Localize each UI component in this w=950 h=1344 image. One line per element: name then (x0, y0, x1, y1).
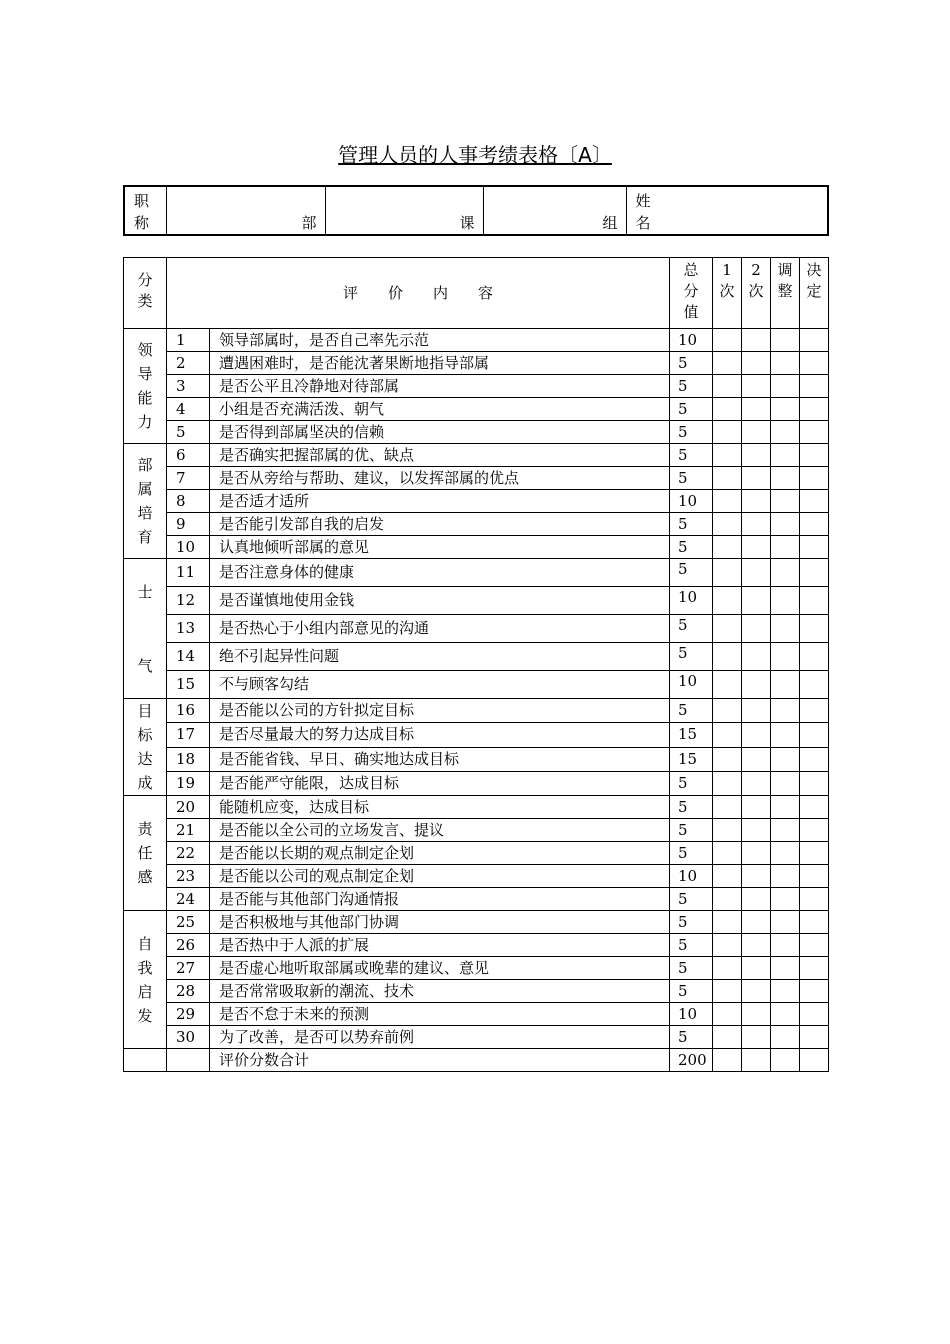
table-header-row (124, 258, 829, 329)
category-cell (124, 911, 167, 1049)
first-round-score-cell[interactable] (713, 587, 742, 615)
item-text: 是否确实把握部属的优、缺点 (210, 444, 670, 467)
item-text: 小组是否充满活泼、朝气 (210, 398, 670, 421)
item-total-score: 5 (670, 398, 713, 421)
table-row (124, 467, 829, 490)
second-round-score-cell[interactable] (742, 1003, 771, 1026)
table-row (124, 329, 829, 352)
table-row (124, 888, 829, 911)
table-row (124, 643, 829, 671)
employee-info-table (123, 185, 829, 236)
item-text: 认真地倾听部属的意见 (210, 536, 670, 559)
department-label: 部 (301, 214, 317, 232)
second-round-score-cell[interactable] (742, 352, 771, 375)
table-row (124, 587, 829, 615)
adjust-score-cell[interactable] (771, 467, 800, 490)
table-row (124, 747, 829, 771)
table-row (124, 934, 829, 957)
item-total-score: 5 (670, 796, 713, 819)
table-row (124, 771, 829, 795)
adjust-score-cell[interactable] (771, 888, 800, 911)
item-text: 是否虚心地听取部属或晚辈的建议、意见 (210, 957, 670, 980)
second-round-score-cell[interactable] (742, 1026, 771, 1049)
item-number: 10 (167, 536, 210, 559)
decide-score-cell[interactable] (800, 587, 829, 615)
item-number: 15 (167, 671, 210, 699)
decide-total-cell[interactable] (800, 1049, 829, 1072)
item-total-score: 5 (670, 375, 713, 398)
item-number: 12 (167, 587, 210, 615)
item-total-score: 10 (670, 490, 713, 513)
item-total-score: 5 (670, 888, 713, 911)
first-round-score-cell[interactable] (713, 819, 742, 842)
second-round-score-cell[interactable] (742, 980, 771, 1003)
first-round-score-cell[interactable] (713, 842, 742, 865)
category-label: 领 导 能 力 (137, 341, 153, 431)
decide-score-cell[interactable] (800, 444, 829, 467)
table-row (124, 957, 829, 980)
item-number: 26 (167, 934, 210, 957)
item-number: 21 (167, 819, 210, 842)
section-field[interactable] (325, 186, 483, 235)
first-round-total-cell[interactable] (713, 1049, 742, 1072)
table-row (124, 421, 829, 444)
decide-score-cell[interactable] (800, 842, 829, 865)
category-label: 责 任 感 (137, 820, 153, 886)
adjust-score-cell[interactable] (771, 699, 800, 723)
item-total-score: 10 (670, 587, 713, 615)
item-number: 23 (167, 865, 210, 888)
item-text: 是否常常吸取新的潮流、技术 (210, 980, 670, 1003)
category-cell (124, 796, 167, 911)
table-row (124, 444, 829, 467)
item-number: 4 (167, 398, 210, 421)
item-total-score: 10 (670, 671, 713, 699)
decide-score-cell[interactable] (800, 1026, 829, 1049)
evaluation-table (123, 257, 829, 1072)
item-total-score: 5 (670, 911, 713, 934)
item-total-score: 5 (670, 980, 713, 1003)
item-total-score: 5 (670, 643, 713, 671)
first-round-score-cell[interactable] (713, 980, 742, 1003)
item-number: 5 (167, 421, 210, 444)
item-number: 8 (167, 490, 210, 513)
decide-score-cell[interactable] (800, 352, 829, 375)
second-round-score-cell[interactable] (742, 398, 771, 421)
item-text: 是否能引发部自我的启发 (210, 513, 670, 536)
item-text: 是否能与其他部门沟通情报 (210, 888, 670, 911)
adjust-total-cell[interactable] (771, 1049, 800, 1072)
group-field[interactable] (483, 186, 626, 235)
item-number: 24 (167, 888, 210, 911)
item-text: 是否得到部属坚决的信赖 (210, 421, 670, 444)
item-text: 是否能以公司的方针拟定目标 (210, 699, 670, 723)
item-total-score: 10 (670, 865, 713, 888)
first-round-header: 1 次 (713, 258, 742, 329)
item-number: 9 (167, 513, 210, 536)
decide-score-cell[interactable] (800, 865, 829, 888)
item-text: 是否能以长期的观点制定企划 (210, 842, 670, 865)
item-total-score: 5 (670, 559, 713, 587)
item-text: 是否不怠于未来的预测 (210, 1003, 670, 1026)
first-round-score-cell[interactable] (713, 888, 742, 911)
category-cell (124, 444, 167, 559)
item-number: 17 (167, 723, 210, 747)
adjust-score-cell[interactable] (771, 643, 800, 671)
adjust-header: 调 整 (771, 258, 800, 329)
first-round-score-cell[interactable] (713, 911, 742, 934)
item-number: 28 (167, 980, 210, 1003)
item-total-score: 15 (670, 723, 713, 747)
table-row (124, 398, 829, 421)
item-text: 为了改善，是否可以势弃前例 (210, 1026, 670, 1049)
first-round-score-cell[interactable] (713, 643, 742, 671)
adjust-score-cell[interactable] (771, 747, 800, 771)
second-round-score-cell[interactable] (742, 934, 771, 957)
first-round-score-cell[interactable] (713, 444, 742, 467)
item-number: 25 (167, 911, 210, 934)
item-total-score: 5 (670, 615, 713, 643)
item-total-score: 10 (670, 329, 713, 352)
decide-score-cell[interactable] (800, 980, 829, 1003)
table-row (124, 723, 829, 747)
item-number: 19 (167, 771, 210, 795)
item-text: 是否能严守能限，达成目标 (210, 771, 670, 795)
decide-score-cell[interactable] (800, 888, 829, 911)
first-round-score-cell[interactable] (713, 398, 742, 421)
second-round-score-cell[interactable] (742, 587, 771, 615)
first-round-score-cell[interactable] (713, 1026, 742, 1049)
item-number: 18 (167, 747, 210, 771)
first-round-score-cell[interactable] (713, 490, 742, 513)
adjust-score-cell[interactable] (771, 911, 800, 934)
item-number: 1 (167, 329, 210, 352)
item-text: 不与顾客勾结 (210, 671, 670, 699)
first-round-score-cell[interactable] (713, 467, 742, 490)
table-row (124, 865, 829, 888)
item-total-score: 5 (670, 957, 713, 980)
item-number: 29 (167, 1003, 210, 1026)
item-total-score: 15 (670, 747, 713, 771)
table-row (124, 1026, 829, 1049)
adjust-score-cell[interactable] (771, 587, 800, 615)
second-round-score-cell[interactable] (742, 615, 771, 643)
first-round-score-cell[interactable] (713, 747, 742, 771)
category-label: 士 气 (137, 582, 153, 675)
first-round-score-cell[interactable] (713, 513, 742, 536)
decide-score-cell[interactable] (800, 615, 829, 643)
second-round-score-cell[interactable] (742, 747, 771, 771)
content-header: 评 价 内 容 (167, 258, 670, 329)
decide-score-cell[interactable] (800, 1003, 829, 1026)
second-round-score-cell[interactable] (742, 699, 771, 723)
item-total-score: 5 (670, 421, 713, 444)
item-total-score: 5 (670, 513, 713, 536)
decide-score-cell[interactable] (800, 398, 829, 421)
adjust-score-cell[interactable] (771, 375, 800, 398)
item-number: 3 (167, 375, 210, 398)
adjust-score-cell[interactable] (771, 865, 800, 888)
first-round-score-cell[interactable] (713, 352, 742, 375)
name-label: 姓 名 (635, 192, 651, 232)
decide-score-cell[interactable] (800, 747, 829, 771)
item-text: 领导部属时，是否自己率先示范 (210, 329, 670, 352)
item-total-score: 5 (670, 444, 713, 467)
item-text: 是否能省钱、早日、确实地达成目标 (210, 747, 670, 771)
decide-score-cell[interactable] (800, 796, 829, 819)
second-round-score-cell[interactable] (742, 536, 771, 559)
item-total-score: 5 (670, 352, 713, 375)
group-label: 组 (602, 214, 618, 232)
table-row (124, 615, 829, 643)
decide-score-cell[interactable] (800, 957, 829, 980)
item-text: 是否尽量最大的努力达成目标 (210, 723, 670, 747)
second-round-score-cell[interactable] (742, 911, 771, 934)
second-round-score-cell[interactable] (742, 375, 771, 398)
decide-score-cell[interactable] (800, 490, 829, 513)
item-text: 是否热中于人派的扩展 (210, 934, 670, 957)
adjust-score-cell[interactable] (771, 771, 800, 795)
name-field[interactable] (626, 186, 828, 235)
item-text: 遭遇困难时，是否能沈著果断地指导部属 (210, 352, 670, 375)
adjust-score-cell[interactable] (771, 934, 800, 957)
second-round-score-cell[interactable] (742, 559, 771, 587)
second-round-score-cell[interactable] (742, 671, 771, 699)
table-row (124, 375, 829, 398)
second-round-total-cell[interactable] (742, 1049, 771, 1072)
first-round-score-cell[interactable] (713, 865, 742, 888)
category-label: 目 标 达 成 (137, 702, 153, 792)
adjust-score-cell[interactable] (771, 536, 800, 559)
decide-score-cell[interactable] (800, 559, 829, 587)
item-total-score: 5 (670, 819, 713, 842)
category-label: 自 我 启 发 (137, 934, 153, 1025)
adjust-score-cell[interactable] (771, 796, 800, 819)
table-row (124, 1003, 829, 1026)
item-number: 22 (167, 842, 210, 865)
adjust-score-cell[interactable] (771, 671, 800, 699)
decide-score-cell[interactable] (800, 375, 829, 398)
item-number: 7 (167, 467, 210, 490)
second-round-score-cell[interactable] (742, 842, 771, 865)
second-round-header: 2 次 (742, 258, 771, 329)
item-text: 是否从旁给与帮助、建议，以发挥部属的优点 (210, 467, 670, 490)
item-number: 6 (167, 444, 210, 467)
first-round-score-cell[interactable] (713, 329, 742, 352)
item-number: 11 (167, 559, 210, 587)
first-round-score-cell[interactable] (713, 771, 742, 795)
item-text: 是否积极地与其他部门协调 (210, 911, 670, 934)
second-round-score-cell[interactable] (742, 329, 771, 352)
decide-score-cell[interactable] (800, 819, 829, 842)
decide-score-cell[interactable] (800, 911, 829, 934)
item-total-score: 5 (670, 699, 713, 723)
total-row (124, 1049, 829, 1072)
total-score: 200 (670, 1049, 713, 1072)
item-total-score: 5 (670, 934, 713, 957)
table-row (124, 352, 829, 375)
table-row (124, 490, 829, 513)
item-number: 14 (167, 643, 210, 671)
page-title: 管理人员的人事考绩表格〔A〕 (338, 143, 612, 167)
item-total-score: 5 (670, 842, 713, 865)
decide-score-cell[interactable] (800, 467, 829, 490)
item-text: 是否热心于小组内部意见的沟通 (210, 615, 670, 643)
adjust-score-cell[interactable] (771, 329, 800, 352)
table-row (124, 911, 829, 934)
total-number-cell (167, 1049, 210, 1072)
first-round-score-cell[interactable] (713, 699, 742, 723)
first-round-score-cell[interactable] (713, 536, 742, 559)
category-cell (124, 329, 167, 444)
first-round-score-cell[interactable] (713, 615, 742, 643)
item-text: 绝不引起异性问题 (210, 643, 670, 671)
category-cell (124, 699, 167, 796)
item-number: 20 (167, 796, 210, 819)
table-row (124, 671, 829, 699)
table-row (124, 513, 829, 536)
first-round-score-cell[interactable] (713, 671, 742, 699)
adjust-score-cell[interactable] (771, 1003, 800, 1026)
second-round-score-cell[interactable] (742, 643, 771, 671)
item-text: 是否公平且冷静地对待部属 (210, 375, 670, 398)
item-total-score: 5 (670, 1026, 713, 1049)
first-round-score-cell[interactable] (713, 934, 742, 957)
second-round-score-cell[interactable] (742, 865, 771, 888)
first-round-score-cell[interactable] (713, 723, 742, 747)
adjust-score-cell[interactable] (771, 723, 800, 747)
adjust-score-cell[interactable] (771, 819, 800, 842)
table-row (124, 699, 829, 723)
second-round-score-cell[interactable] (742, 819, 771, 842)
adjust-score-cell[interactable] (771, 559, 800, 587)
adjust-score-cell[interactable] (771, 513, 800, 536)
decide-header: 决 定 (800, 258, 829, 329)
category-header: 分 类 (124, 258, 167, 329)
first-round-score-cell[interactable] (713, 1003, 742, 1026)
table-row (124, 536, 829, 559)
item-number: 13 (167, 615, 210, 643)
decide-score-cell[interactable] (800, 934, 829, 957)
item-text: 是否能以公司的观点制定企划 (210, 865, 670, 888)
item-text: 是否注意身体的健康 (210, 559, 670, 587)
first-round-score-cell[interactable] (713, 559, 742, 587)
decide-score-cell[interactable] (800, 421, 829, 444)
second-round-score-cell[interactable] (742, 796, 771, 819)
decide-score-cell[interactable] (800, 771, 829, 795)
item-total-score: 5 (670, 771, 713, 795)
decide-score-cell[interactable] (800, 723, 829, 747)
adjust-score-cell[interactable] (771, 490, 800, 513)
category-cell (124, 559, 167, 699)
adjust-score-cell[interactable] (771, 421, 800, 444)
department-field[interactable] (166, 186, 325, 235)
item-text: 是否适才适所 (210, 490, 670, 513)
second-round-score-cell[interactable] (742, 723, 771, 747)
table-row (124, 980, 829, 1003)
adjust-score-cell[interactable] (771, 615, 800, 643)
position-label: 职 称 (124, 186, 166, 235)
adjust-score-cell[interactable] (771, 1026, 800, 1049)
first-round-score-cell[interactable] (713, 421, 742, 444)
table-row (124, 842, 829, 865)
second-round-score-cell[interactable] (742, 771, 771, 795)
second-round-score-cell[interactable] (742, 421, 771, 444)
adjust-score-cell[interactable] (771, 398, 800, 421)
item-number: 27 (167, 957, 210, 980)
item-total-score: 5 (670, 467, 713, 490)
table-row (124, 796, 829, 819)
item-number: 16 (167, 699, 210, 723)
first-round-score-cell[interactable] (713, 957, 742, 980)
first-round-score-cell[interactable] (713, 796, 742, 819)
item-text: 是否谨慎地使用金钱 (210, 587, 670, 615)
second-round-score-cell[interactable] (742, 888, 771, 911)
second-round-score-cell[interactable] (742, 957, 771, 980)
decide-score-cell[interactable] (800, 513, 829, 536)
total-label: 评价分数合计 (210, 1049, 670, 1072)
item-total-score: 10 (670, 1003, 713, 1026)
second-round-score-cell[interactable] (742, 513, 771, 536)
first-round-score-cell[interactable] (713, 375, 742, 398)
adjust-score-cell[interactable] (771, 842, 800, 865)
decide-score-cell[interactable] (800, 699, 829, 723)
item-number: 30 (167, 1026, 210, 1049)
item-number: 2 (167, 352, 210, 375)
second-round-score-cell[interactable] (742, 444, 771, 467)
table-row (124, 559, 829, 587)
decide-score-cell[interactable] (800, 671, 829, 699)
adjust-score-cell[interactable] (771, 980, 800, 1003)
decide-score-cell[interactable] (800, 643, 829, 671)
item-text: 能随机应变，达成目标 (210, 796, 670, 819)
adjust-score-cell[interactable] (771, 352, 800, 375)
decide-score-cell[interactable] (800, 329, 829, 352)
second-round-score-cell[interactable] (742, 467, 771, 490)
category-label: 部 属 培 育 (137, 456, 153, 546)
total-score-header: 总 分 值 (670, 258, 713, 329)
table-row (124, 819, 829, 842)
item-text: 是否能以全公司的立场发言、提议 (210, 819, 670, 842)
adjust-score-cell[interactable] (771, 957, 800, 980)
decide-score-cell[interactable] (800, 536, 829, 559)
item-total-score: 5 (670, 536, 713, 559)
adjust-score-cell[interactable] (771, 444, 800, 467)
second-round-score-cell[interactable] (742, 490, 771, 513)
section-label: 课 (459, 214, 475, 232)
total-category-cell (124, 1049, 167, 1072)
